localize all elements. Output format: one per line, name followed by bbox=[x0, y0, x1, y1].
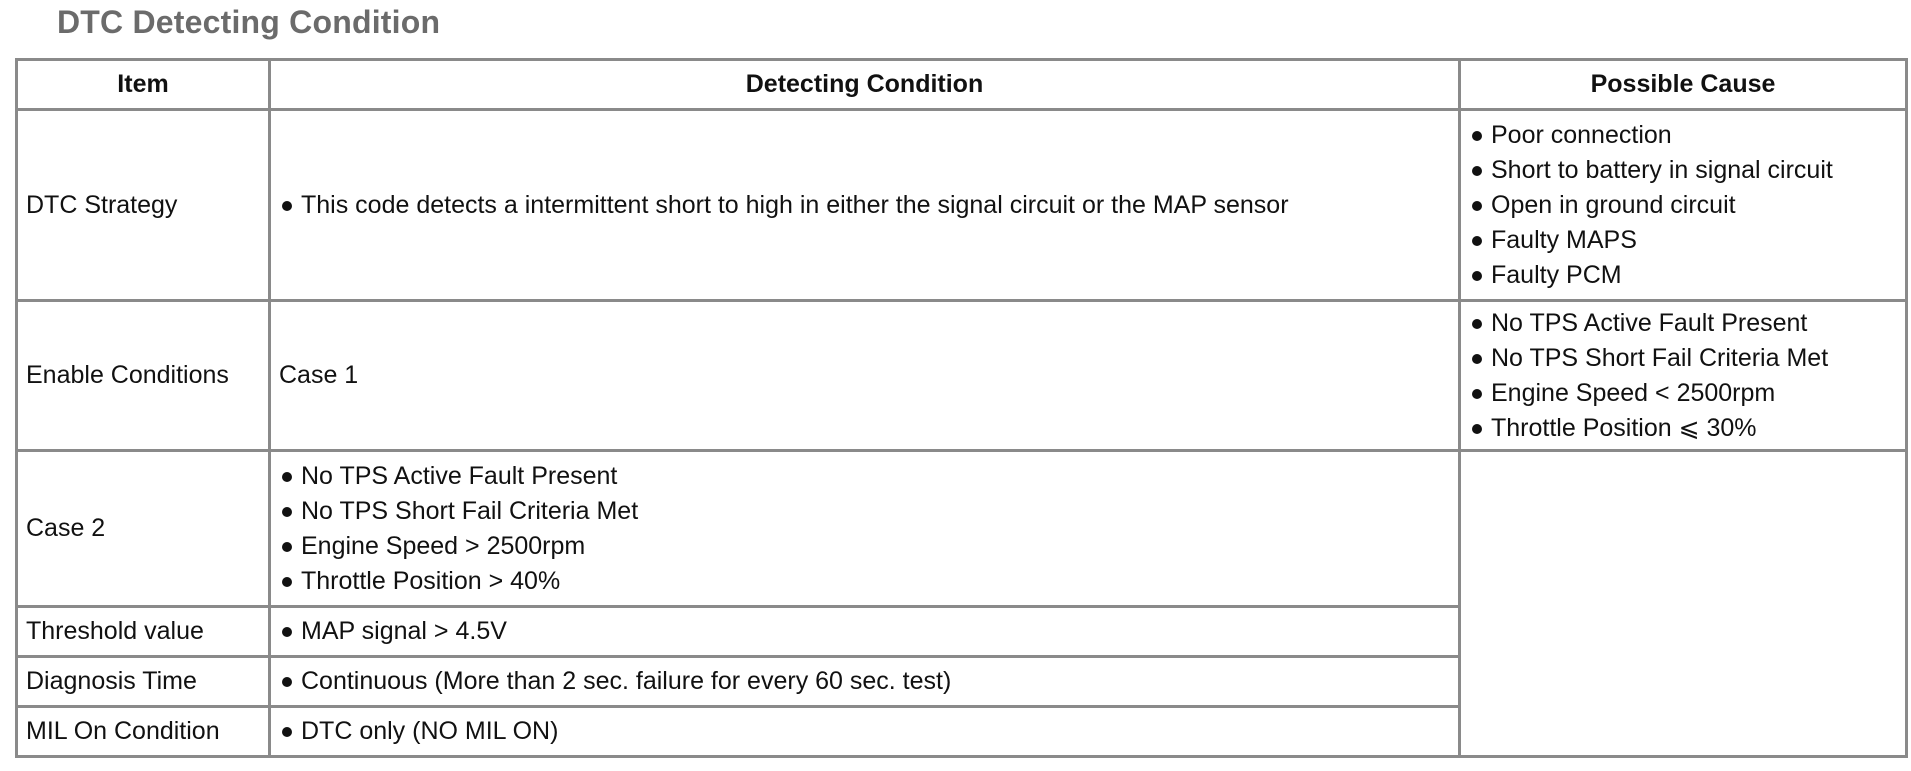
cause-bullet: Short to battery in signal circuit bbox=[1469, 153, 1897, 188]
condition-bullet: This code detects a intermittent short to high in either the signal circuit or the MAP sensor bbox=[279, 188, 1450, 223]
item-cell: DTC Strategy bbox=[17, 110, 270, 301]
item-cell: Diagnosis Time bbox=[17, 657, 270, 707]
condition-bullet: Engine Speed > 2500rpm bbox=[279, 529, 1450, 564]
cause-bullet: No TPS Active Fault Present bbox=[1469, 306, 1897, 341]
condition-cell: Case 1 bbox=[270, 301, 1460, 451]
item-cell: Threshold value bbox=[17, 607, 270, 657]
condition-cell bbox=[270, 707, 1460, 757]
cause-cell bbox=[1460, 301, 1907, 451]
item-cell: Case 2 bbox=[17, 451, 270, 607]
condition-bullet: Throttle Position > 40% bbox=[279, 564, 1450, 599]
condition-list bbox=[279, 188, 1450, 223]
cause-bullet: Engine Speed < 2500rpm bbox=[1469, 376, 1897, 411]
cause-bullet: Open in ground circuit bbox=[1469, 188, 1897, 223]
cause-bullet: Poor connection bbox=[1469, 118, 1897, 153]
condition-bullet: DTC only (NO MIL ON) bbox=[279, 714, 1450, 749]
header-possible-cause: Possible Cause bbox=[1460, 60, 1907, 110]
page-title: DTC Detecting Condition bbox=[57, 4, 441, 40]
table-row-dtc-strategy bbox=[17, 110, 1907, 301]
cause-bullet: Throttle Position ⩽ 30% bbox=[1469, 411, 1897, 446]
dtc-condition-table bbox=[15, 58, 1908, 758]
cause-bullet: Faulty MAPS bbox=[1469, 223, 1897, 258]
cause-bullet: Faulty PCM bbox=[1469, 258, 1897, 293]
condition-cell bbox=[270, 451, 1460, 607]
table-header-row bbox=[17, 60, 1907, 110]
cause-cell bbox=[1460, 110, 1907, 301]
header-detecting-condition: Detecting Condition bbox=[270, 60, 1460, 110]
condition-bullet: MAP signal > 4.5V bbox=[279, 614, 1450, 649]
condition-cell bbox=[270, 657, 1460, 707]
condition-list bbox=[279, 459, 1450, 599]
condition-list bbox=[279, 614, 1450, 649]
table-row-enable-conditions bbox=[17, 301, 1907, 451]
cause-bullet: No TPS Short Fail Criteria Met bbox=[1469, 341, 1897, 376]
cause-list bbox=[1469, 306, 1897, 446]
condition-list bbox=[279, 664, 1450, 699]
condition-bullet: Continuous (More than 2 sec. failure for every 60 sec. test) bbox=[279, 664, 1450, 699]
item-cell: Enable Conditions bbox=[17, 301, 270, 451]
condition-bullet: No TPS Active Fault Present bbox=[279, 459, 1450, 494]
condition-list bbox=[279, 714, 1450, 749]
condition-cell bbox=[270, 110, 1460, 301]
cause-cell-empty bbox=[1460, 451, 1907, 757]
condition-bullet: No TPS Short Fail Criteria Met bbox=[279, 494, 1450, 529]
header-item: Item bbox=[17, 60, 270, 110]
condition-cell bbox=[270, 607, 1460, 657]
item-cell: MIL On Condition bbox=[17, 707, 270, 757]
table-row-case-2 bbox=[17, 451, 1907, 607]
cause-list bbox=[1469, 118, 1897, 293]
